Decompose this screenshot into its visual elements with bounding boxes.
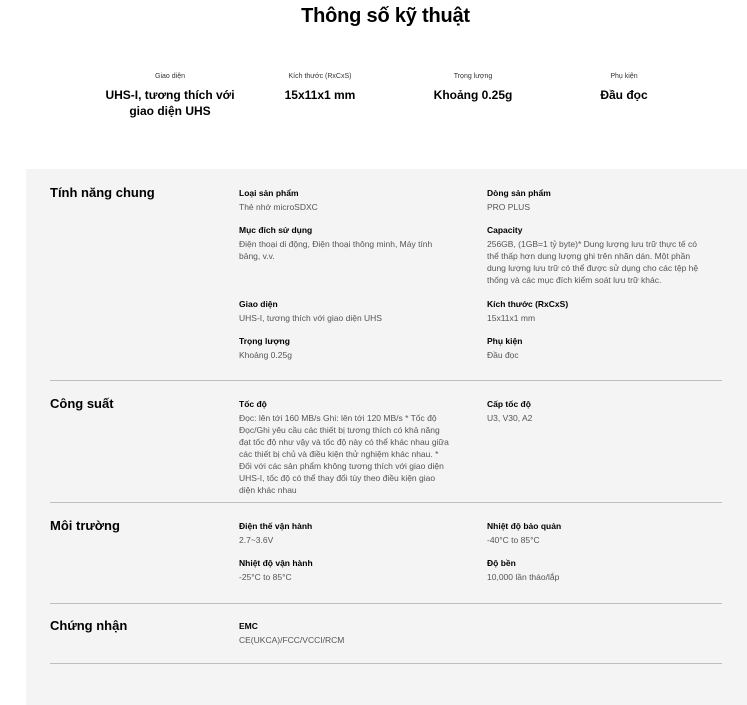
spec-value: 15x11x1 mm — [487, 313, 536, 323]
spec-label: Điện thế vận hành — [239, 521, 313, 531]
spec-label: Loại sản phẩm — [239, 188, 299, 198]
spec-label: Cấp tốc độ — [487, 399, 531, 409]
spec-value: -40°C to 85°C — [487, 535, 540, 545]
spec-label: Độ bền — [487, 558, 516, 568]
summary-item-weight — [413, 72, 533, 103]
spec-value: CE(UKCA)/FCC/VCCI/RCM — [239, 635, 345, 645]
summary-label: Phụ kiện — [610, 73, 638, 80]
section-title: Chứng nhận — [50, 618, 128, 633]
summary-value: Khoảng 0.25g — [433, 88, 513, 102]
spec-value: Đọc: lên tới 160 MB/s Ghi: lên tới 120 MB/s * Tốc độ Đọc/Ghi yêu cầu các thiết bị tương thích có khả năng đạt tốc độ như vậy và tốc độ này có thể khác nhau giữa các thiết bị chủ và điều kiện thử nghiệm khác nhau. * Đối với các sản phẩm không tương thích với giao diện UHS-I, tốc độ có thể thay đổi tùy theo điều kiện giao diện khác nhau — [239, 413, 449, 495]
spec-panel — [26, 169, 747, 705]
summary-label: Giao diện — [155, 73, 185, 80]
summary-item-accessory — [574, 72, 674, 103]
spec-label: Mục đích sử dụng — [239, 225, 313, 235]
spec-value: Khoảng 0.25g — [239, 350, 292, 360]
spec-item — [239, 187, 451, 213]
page-title: Thông số kỹ thuật — [301, 5, 470, 27]
spec-label: Phụ kiện — [487, 336, 523, 346]
spec-label: Capacity — [487, 225, 523, 235]
summary-item-interface — [100, 72, 240, 119]
spec-item — [487, 557, 699, 583]
spec-label: Dòng sản phẩm — [487, 188, 551, 198]
section-environment — [50, 518, 722, 604]
spec-value: 10,000 lần tháo/lắp — [487, 572, 560, 582]
spec-item — [487, 335, 699, 361]
spec-value: UHS-I, tương thích với giao diện UHS — [239, 313, 382, 323]
spec-item — [239, 398, 451, 496]
section-title: Tính năng chung — [50, 185, 155, 200]
summary-value: UHS-I, tương thích với giao diện UHS — [105, 88, 235, 118]
spec-item — [239, 520, 451, 546]
spec-item — [487, 298, 699, 324]
spec-item — [487, 520, 699, 546]
section-general-features — [50, 185, 722, 381]
spec-value: PRO PLUS — [487, 202, 530, 212]
spec-label: Trọng lượng — [239, 336, 290, 346]
spec-value: Điện thoại di động, Điện thoại thông minh, Máy tính bảng, v.v. — [239, 239, 433, 261]
spec-item — [239, 335, 451, 361]
spec-item — [487, 224, 699, 286]
summary-value: Đầu đọc — [600, 88, 648, 102]
spec-item — [239, 557, 451, 583]
spec-label: Giao diện — [239, 299, 278, 309]
spec-label: Tốc độ — [239, 399, 267, 409]
summary-label: Trọng lượng — [453, 73, 493, 80]
spec-label: Kích thước (RxCxS) — [487, 299, 569, 309]
spec-value: 2.7~3.6V — [239, 535, 274, 545]
spec-value: -25°C to 85°C — [239, 572, 292, 582]
spec-item — [239, 298, 451, 324]
spec-value: Đầu đọc — [487, 350, 519, 360]
section-title: Công suất — [50, 396, 114, 411]
spec-value: Thẻ nhớ microSDXC — [239, 202, 318, 212]
summary-label: Kích thước (RxCxS) — [288, 73, 352, 80]
spec-label: Nhiệt độ bảo quản — [487, 521, 562, 531]
spec-value: 256GB, (1GB=1 tỷ byte)* Dung lượng lưu trữ thực tế có thể thấp hơn dung lượng ghi trên nhãn dán. Một phần dung lượng lưu trữ có thể được sử dụng cho các tệp hệ thống và các mục đích kiểm soát lưu trữ khác. — [487, 239, 699, 285]
section-performance — [50, 396, 722, 503]
spec-item — [487, 398, 699, 424]
summary-value: 15x11x1 mm — [284, 88, 356, 102]
spec-label: Nhiệt độ vận hành — [239, 558, 313, 568]
spec-label: EMC — [239, 621, 258, 631]
spec-value: U3, V30, A2 — [487, 413, 533, 423]
spec-item — [239, 224, 451, 262]
spec-item — [239, 620, 451, 646]
section-certification — [50, 618, 722, 664]
summary-item-dimensions — [260, 72, 380, 103]
section-title: Môi trường — [50, 518, 120, 533]
spec-item — [487, 187, 699, 213]
